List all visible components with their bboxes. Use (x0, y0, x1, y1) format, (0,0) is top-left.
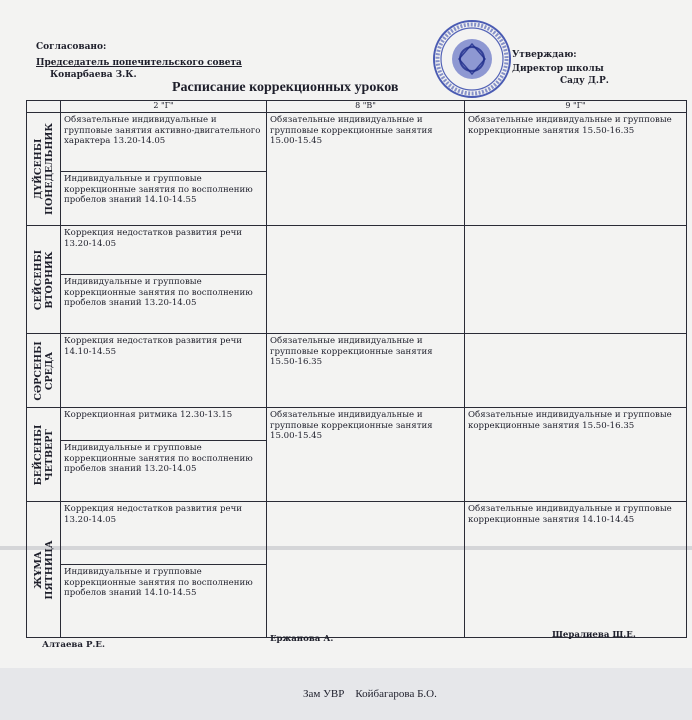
day-label (27, 113, 61, 226)
schedule-cell (465, 113, 687, 226)
lesson-entry: Индивидуальные и групповые коррекционные занятия по восполнению пробелов знаний 14.10-14.55 (61, 564, 266, 601)
lesson-entry: Индивидуальные и групповые коррекционные занятия по восполнению пробелов знаний 13.20-14.05 (61, 274, 266, 311)
schedule-cell (267, 334, 465, 408)
schedule-cell (61, 502, 267, 638)
agreed-label: Согласовано: (36, 42, 107, 52)
schedule-cell (61, 408, 267, 502)
lesson-entry (465, 226, 686, 230)
schedule-cell (465, 408, 687, 502)
lesson-entry: Обязательные индивидуальные и групповые коррекционные занятия 15.50-16.35 (270, 336, 433, 367)
teacher-signature: Шералиева Ш.Е. (552, 630, 636, 640)
day-label-text: СӘРСЕНБІ СРЕДА (32, 340, 55, 401)
column-header: 9 "Г" (465, 101, 687, 113)
approve-label: Утверждаю: (512, 50, 577, 60)
schedule-cell (61, 226, 267, 334)
day-label (27, 334, 61, 408)
column-header: 8 "В" (267, 101, 465, 113)
table-row (27, 408, 687, 502)
day-label (27, 226, 61, 334)
teacher-signature: Ержанова А. (270, 634, 334, 644)
day-label (27, 502, 61, 638)
page-title: Расписание коррекционных уроков (172, 80, 399, 95)
day-label-text: ЖҰМА ПЯТНИЦА (32, 539, 55, 600)
lesson-entry: Обязательные индивидуальные и групповые коррекционные занятия 15.00-15.45 (270, 410, 433, 441)
footer-signature: Зам УВР Койбагарова Б.О. (303, 688, 437, 700)
official-stamp (431, 18, 513, 100)
table-row (27, 502, 687, 638)
day-label-text: ДҮЙСЕНБІ ПОНЕДЕЛЬНИК (32, 123, 55, 215)
day-label-text: СЕЙСЕНБІ ВТОРНИК (32, 249, 55, 310)
lesson-entry: Обязательные индивидуальные и групповые коррекционные занятия 15.50-16.35 (468, 410, 672, 431)
schedule-cell (267, 226, 465, 334)
chair-name: Конарбаева З.К. (50, 70, 137, 80)
lesson-entry: Коррекционная ритмика 12.30-13.15 (64, 410, 233, 420)
lesson-entry: Обязательные индивидуальные и групповые коррекционные занятия 15.00-15.45 (270, 115, 433, 146)
header-row (27, 101, 687, 113)
teacher-signature: Алтаева Р.Е. (42, 640, 105, 650)
schedule-cell (61, 113, 267, 226)
lesson-entry: Коррекция недостатков развития речи 13.20-14.05 (64, 504, 243, 525)
table-row (27, 226, 687, 334)
lesson-entry: Индивидуальные и групповые коррекционные занятия по восполнению пробелов знаний 13.20-14.05 (61, 440, 266, 477)
director-name: Саду Д.Р. (560, 76, 609, 86)
column-header: 2 "Г" (61, 101, 267, 113)
schedule-cell (61, 334, 267, 408)
corner-cell (27, 101, 61, 113)
director-title: Директор школы (512, 64, 604, 74)
schedule-cell (267, 408, 465, 502)
table-row (27, 113, 687, 226)
lesson-entry: Индивидуальные и групповые коррекционные занятия по восполнению пробелов знаний 14.10-14.55 (61, 171, 266, 208)
schedule-cell (465, 334, 687, 408)
schedule-cell (465, 502, 687, 638)
schedule-cell (267, 502, 465, 638)
lesson-entry: Коррекция недостатков развития речи 14.10-14.55 (64, 336, 243, 357)
lesson-entry (267, 226, 464, 230)
lesson-entry: Обязательные индивидуальные и групповые коррекционные занятия 14.10-14.45 (468, 504, 672, 525)
day-label-text: БЕЙСЕНБІ ЧЕТВЕРГ (32, 424, 55, 485)
table-row (27, 334, 687, 408)
chair-title: Председатель попечительского совета (36, 58, 242, 68)
lesson-entry (465, 334, 686, 338)
schedule-table (26, 100, 687, 638)
schedule-cell (267, 113, 465, 226)
lesson-entry (267, 502, 464, 506)
lesson-entry: Обязательные индивидуальные и групповые занятия активно-двигательного характера 13.20-14.05 (64, 115, 261, 146)
lesson-entry: Обязательные индивидуальные и групповые коррекционные занятия 15.50-16.35 (468, 115, 672, 136)
day-label (27, 408, 61, 502)
lesson-entry: Коррекция недостатков развития речи 13.20-14.05 (64, 228, 243, 249)
schedule-cell (465, 226, 687, 334)
